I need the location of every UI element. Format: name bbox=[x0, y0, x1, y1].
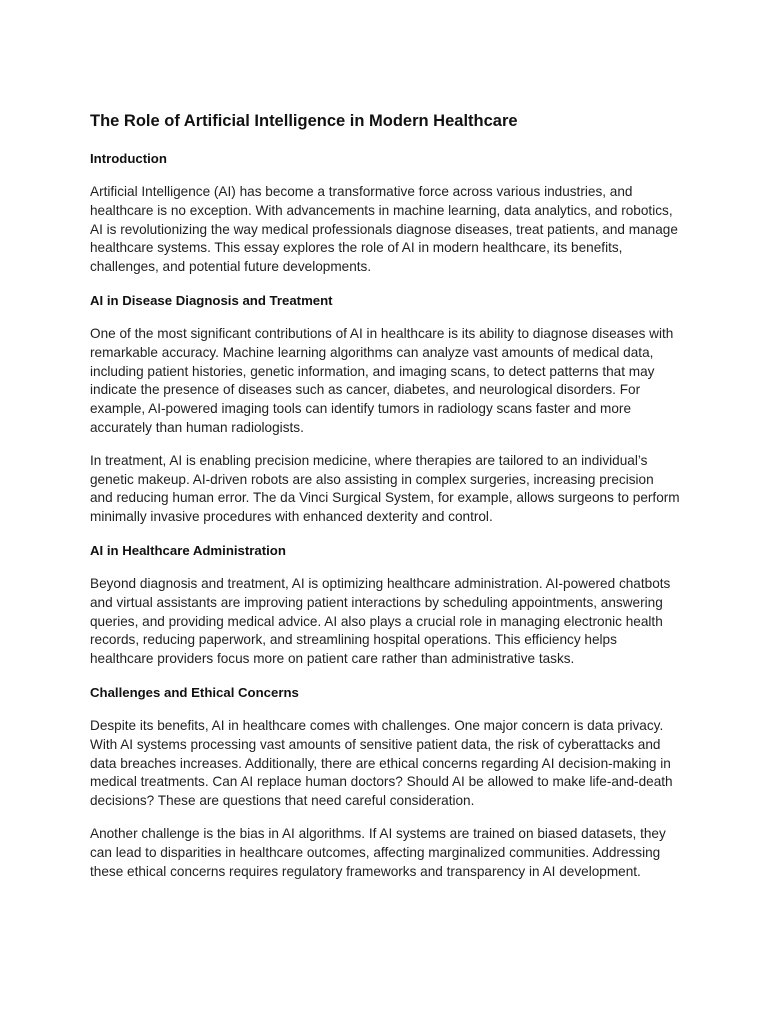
paragraph: Artificial Intelligence (AI) has become a transformative force across various industries, and healthcare is no exception. With advancements in machine learning, data analytics, and robotics, AI is revolutionizing the way medical professionals diagnose diseases, treat patients, and manage healthcare systems. This essay explores the role of AI in modern healthcare, its benefits, challenges, and potential future developments. bbox=[90, 184, 678, 275]
document-page bbox=[90, 110, 680, 896]
paragraph: Despite its benefits, AI in healthcare comes with challenges. One major concern is data privacy. With AI systems processing vast amounts of sensitive patient data, the risk of cyberattacks and data breaches increases. Additionally, there are ethical concerns regarding AI decision-making in medical treatments. Can AI replace human doctors? Should AI be allowed to make life-and-death decisions? These are questions that need careful consideration. bbox=[90, 717, 673, 809]
paragraph: One of the most significant contributions of AI in healthcare is its ability to diagnose diseases with remarkable accuracy. Machine learning algorithms can analyze vast amounts of medical data, including patient histories, genetic information, and imaging scans, to detect patterns that may indicate the presence of diseases such as cancer, diabetes, and neurological disorders. For example, AI-powered imaging tools can identify tumors in radiology scans faster and more accurately than human radiologists. bbox=[90, 325, 674, 435]
section-heading: Introduction bbox=[90, 151, 167, 166]
section-diagnosis-treatment bbox=[90, 292, 680, 527]
section-heading: AI in Disease Diagnosis and Treatment bbox=[90, 292, 333, 308]
paragraph: Another challenge is the bias in AI algorithms. If AI systems are trained on biased datasets, they can lead to disparities in healthcare outcomes, affecting marginalized communities. Addressing these ethical concerns requires regulatory frameworks and transparency in AI development. bbox=[90, 825, 666, 879]
paragraph: In treatment, AI is enabling precision medicine, where therapies are tailored to an individual’s genetic makeup. AI-driven robots are also assisting in complex surgeries, increasing precision and reducing human error. The da Vinci Surgical System, for example, allows surgeons to perform minimally invasive procedures with enhanced dexterity and control. bbox=[90, 452, 680, 525]
section-introduction bbox=[90, 150, 680, 277]
section-challenges bbox=[90, 684, 680, 881]
paragraph: Beyond diagnosis and treatment, AI is optimizing healthcare administration. AI-powered chatbots and virtual assistants are improving patient interactions by scheduling appointments, answering queries, and providing medical advice. AI also plays a crucial role in managing electronic health records, reducing paperwork, and streamlining hospital operations. This efficiency helps healthcare providers focus more on patient care rather than administrative tasks. bbox=[90, 575, 671, 667]
document-title: The Role of Artificial Intelligence in Modern Healthcare bbox=[90, 112, 518, 130]
section-heading: AI in Healthcare Administration bbox=[90, 542, 286, 558]
section-administration bbox=[90, 542, 680, 669]
section-heading: Challenges and Ethical Concerns bbox=[90, 684, 299, 700]
